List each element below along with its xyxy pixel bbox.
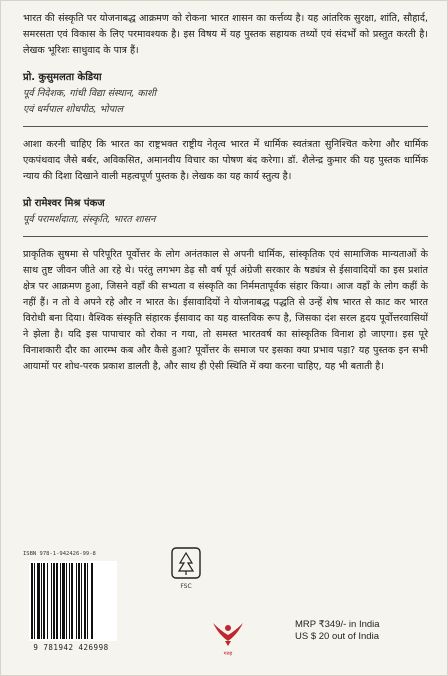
price-block — [295, 619, 425, 643]
main-blurb: प्राकृतिक सुषमा से परिपूरित पूर्वोत्तर के लोग अनंतकाल से अपनी धार्मिक, सांस्कृतिक एवं सामाजिक मान्यताओं के साथ तुष्ट जीवन जीते आ रहे थे। परंतु लगभग डेढ़ सौ वर्ष पूर्व अंग्रेजी सरकार के षड्यंत्र से ईसावादियों का इस प्रशांत क्षेत्र पर आक्रमण हुआ, जिसने वहाँ की सभ्यता व संस्कृति का निर्ममतापूर्वक संहार किया। आज वहाँ के लोग कहीं के नहीं हैं। न तो वे अपने रहे और न भारत के। ईसावादियों ने योजनाबद्ध पद्धति से उन्हें शेष भारत से काट कर भारत विरोधी बना दिया। वैश्विक संस्कृति संहारक ईसावाद का यह वास्तविक रूप है, जिसका दंश सरल हृदय पूर्वोत्तरवासियों ने झेला है। यदि इस पापाचार को रोका न गया, तो समस्त भारतवर्ष का सांस्कृतिक विनाश हो जाएगा। इस पूरे विनाशकारी दौर का आरम्भ कब और कैसे हुआ? पूर्वोत्तर के समाज पर इसका क्या प्रभाव पड़ा? यह पुस्तक इन सभी आयामों पर शोध-परक प्रकाश डालती है, और साथ ही ऐसी स्थिति में क्या करना चाहिए, यह भी बताती है। — [23, 249, 428, 372]
publisher-logo — [211, 617, 245, 657]
garuda-bird-icon — [211, 617, 245, 647]
reviewer-2-paragraph: आशा करनी चाहिए कि भारत का राष्ट्रभक्त राष्ट्रीय नेतृत्व भारत में धार्मिक स्वतंत्रता सुनिश्चित करेगा और धार्मिक एकपंथवाद जैसे बर्बर, अविकसित, अमानवीय विचार का पोषण बंद करेगा। डॉ. शैलेन्द्र कुमार की यह पुस्तक धार्मिक न्याय की दिशा दिखाने वाली महत्वपूर्ण पुस्तक है। लेखक का यह कार्य स्तुत्य है। — [23, 139, 428, 182]
cover-footer — [1, 541, 447, 671]
cover-text — [23, 11, 428, 385]
isbn-label: ISBN 978-1-942426-99-8 — [23, 551, 96, 557]
reviewer-1-name: प्रो. कुसुमलता केडिया — [23, 72, 102, 83]
barcode-number: 9 781942 426998 — [33, 643, 109, 652]
fsc-logo — [171, 547, 201, 591]
tree-check-icon — [171, 547, 201, 579]
barcode-bars — [29, 561, 117, 641]
price-india: MRP ₹349/- in India — [295, 619, 380, 630]
reviewer-1-affiliation-2: एवं धर्मपाल शोधपीठ, भोपाल — [23, 104, 124, 115]
reviewer-2-name: प्रो रामेश्वर मिश्र पंकज — [23, 198, 105, 209]
price-abroad: US $ 20 out of India — [295, 631, 379, 642]
barcode — [23, 551, 119, 663]
publisher-label: गरुड़ — [223, 651, 233, 657]
intro-paragraph: भारत की संस्कृति पर योजनाबद्ध आक्रमण को रोकना भारत शासन का कर्त्तव्य है। यह आंतरिक सुरक्षा, शांति, सौहार्द, समरसता एवं विकास के लिए परमावश्यक है। इस विषय में यह पुस्तक सहायक तथ्यों एवं संदर्भों को प्रस्तुत करती है। लेखक भूरिशः साधुवाद के पात्र हैं। — [23, 13, 428, 56]
reviewer-1-affiliation: पूर्व निदेशक, गांधी विद्या संस्थान, काशी — [23, 88, 157, 99]
section-divider — [23, 126, 428, 127]
fsc-label: FSC — [180, 583, 192, 590]
section-divider — [23, 236, 428, 237]
reviewer-2-affiliation: पूर्व परामर्शदाता, संस्कृति, भारत शासन — [23, 214, 156, 225]
